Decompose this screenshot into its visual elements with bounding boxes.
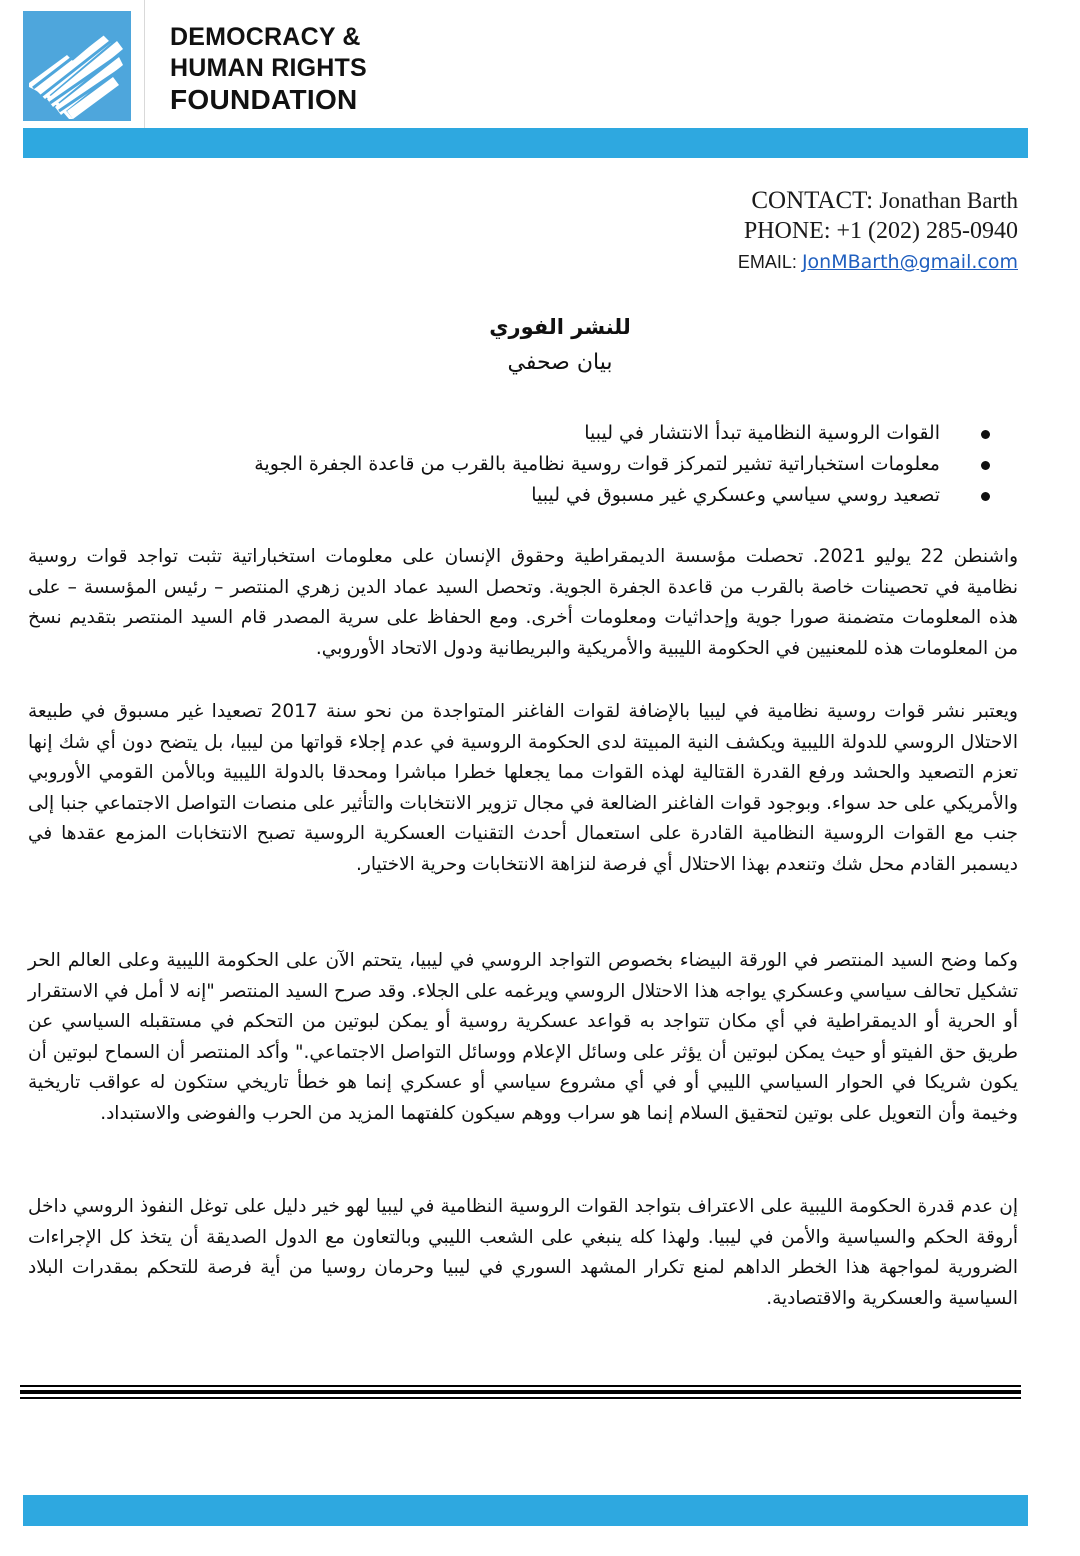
email-label: EMAIL: <box>737 252 797 272</box>
contact-name: Jonathan Barth <box>879 188 1018 213</box>
release-heading: للنشر الفوري <box>489 315 631 339</box>
organization-name <box>170 22 367 115</box>
dhrf-logo-stripes-icon <box>23 11 131 121</box>
bullet-text: القوات الروسية النظامية تبدأ الانتشار في ليبيا <box>584 422 940 444</box>
footer-accent-bar <box>23 1495 1028 1526</box>
statement-heading: بيان صحفي <box>507 350 613 375</box>
bullet-text: معلومات استخباراتية تشير لتمركز قوات روسية نظامية بالقرب من قاعدة الجفرة الجوية <box>254 453 940 475</box>
rule-line <box>20 1390 1021 1394</box>
bullet-dot-icon <box>981 492 990 501</box>
document-titles <box>0 310 1080 382</box>
bullet-item <box>254 449 990 480</box>
headline-bullets <box>254 418 990 511</box>
logo-divider <box>144 0 145 128</box>
body-paragraph-3: وكما وضح السيد المنتصر في الورقة البيضاء بخصوص التواجد الروسي في ليبيا، يتحتم الآن على الحكومة الليبية وعلى العالم الحر تشكيل تحالف سياسي وعسكري يواجه هذا الاحتلال الروسي ويرغمه على الجلاء. وقد صرح السيد المنتصر "إنه لا أمل في الاستقرار أو الحرية أو الديمقراطية في أي مكان تتواجد به قواعد عسكرية روسية أو يمكن لبوتين من التحكم في مستقبله السياسي عن طريق حق الفيتو أو حيث يمكن لبوتين أن يؤثر على وسائل الإعلام ووسائل التواصل الاجتماعي." وأكد المنتصر أن السماح لبوتين أن يكون شريكا في الحوار السياسي الليبي أو في أي مشروع سياسي أو عسكري إنما هو خطأ تاريخي ستكون له عواقب تاريخية وخيمة وأن التعويل على بوتين لتحقيق السلام إنما هو سراب ووهم سيكون كلفتهما المزيد من الحرب والفوضى والاستبداد. <box>28 950 1018 1124</box>
org-name-line-1: DEMOCRACY & <box>170 23 361 51</box>
phone-label: PHONE: <box>743 218 831 244</box>
org-name-line-3: FOUNDATION <box>170 84 358 115</box>
body-paragraph-1: واشنطن 22 يوليو 2021. تحصلت مؤسسة الديمقراطية وحقوق الإنسان على معلومات استخباراتية تثبت تواجد قوات روسية نظامية في تحصينات خاصة بالقرب من قاعدة الجفرة الجوية. وتحصل السيد عماد الدين زهري المنتصر – رئيس المؤسسة – على هذه المعلومات متضمنة صورا جوية وإحداثيات ومعلومات أخرى. ومع الحفاظ على سرية المصدر قام السيد المنتصر بتقديم نسخ من المعلومات هذه للمعنيين في الحكومة الليبية والأمريكية والبريطانية ودول الاتحاد الأوروبي. <box>28 546 1019 659</box>
body-paragraph-4: إن عدم قدرة الحكومة الليبية على الاعتراف بتواجد القوات الروسية النظامية في ليبيا لهو خير دليل على توغل النفوذ الروسي داخل أروقة الحكم والسياسية والأمن في ليبيا. ولهذا كله ينبغي على الشعب الليبي وبالتعاون مع الدول الصديقة أن يتخذ كل الإجراءات الضرورية لمواجهة هذا الخطر الداهم لمنع تكرار المشهد السوري في ليبيا وحرمان روسيا من أية فرصة للتحكم بمقدرات البلاد السياسية والعسكرية والاقتصادية. <box>28 1196 1018 1309</box>
bullet-dot-icon <box>981 461 990 470</box>
body-paragraph-2: ويعتبر نشر قوات روسية نظامية في ليبيا بالإضافة لقوات الفاغنر المتواجدة من نحو سنة 2017 تصعيدا غير مسبوق في طبيعة الاحتلال الروسي للدولة الليبية ويكشف النية المبيتة لدى الحكومة الروسية في عدم إجلاء قواتها من ليبيا، بل يتضح دون أي شك إنها تعزم التصعيد والحشد ورفع القدرة القتالية لهذه القوات مما يجعلها خطرا مباشرا ومحدقا بالدولة الليبية وبالأمن القومي الأوروبي والأمريكي على حد سواء. وبوجود قوات الفاغنر الضالعة في مجال تزوير الانتخابات والتأثير على منصات التواصل الاجتماعي جنبا إلى جنب مع القوات الروسية النظامية القادرة على استعمال أحدث التقنيات العسكرية الروسية تصبح الانتخابات المزمع عقدها في ديسمبر القادم محل شك وتنعدم بهذا الاحتلال أي فرصة لنزاهة الانتخابات وحرية الاختيار. <box>28 701 1018 875</box>
email-link[interactable]: JonMBarth@gmail.com <box>801 251 1018 273</box>
rule-line <box>20 1397 1021 1399</box>
bullet-item <box>254 480 990 511</box>
contact-block <box>738 185 1018 277</box>
logo <box>23 11 131 121</box>
org-name-line-2: HUMAN RIGHTS <box>170 54 367 82</box>
bullet-text: تصعيد روسي سياسي وعسكري غير مسبوق في ليبيا <box>531 484 940 506</box>
phone-value: +1 (202) 285-0940 <box>836 218 1018 244</box>
rule-line <box>20 1385 1021 1387</box>
contact-label: CONTACT: <box>751 187 874 214</box>
header-accent-bar <box>23 128 1028 158</box>
phone-row <box>738 216 1018 247</box>
email-row <box>738 247 1018 277</box>
bullet-dot-icon <box>981 430 990 439</box>
contact-row <box>738 185 1018 216</box>
bullet-item <box>254 418 990 449</box>
footer-triple-rule <box>20 1385 1021 1399</box>
